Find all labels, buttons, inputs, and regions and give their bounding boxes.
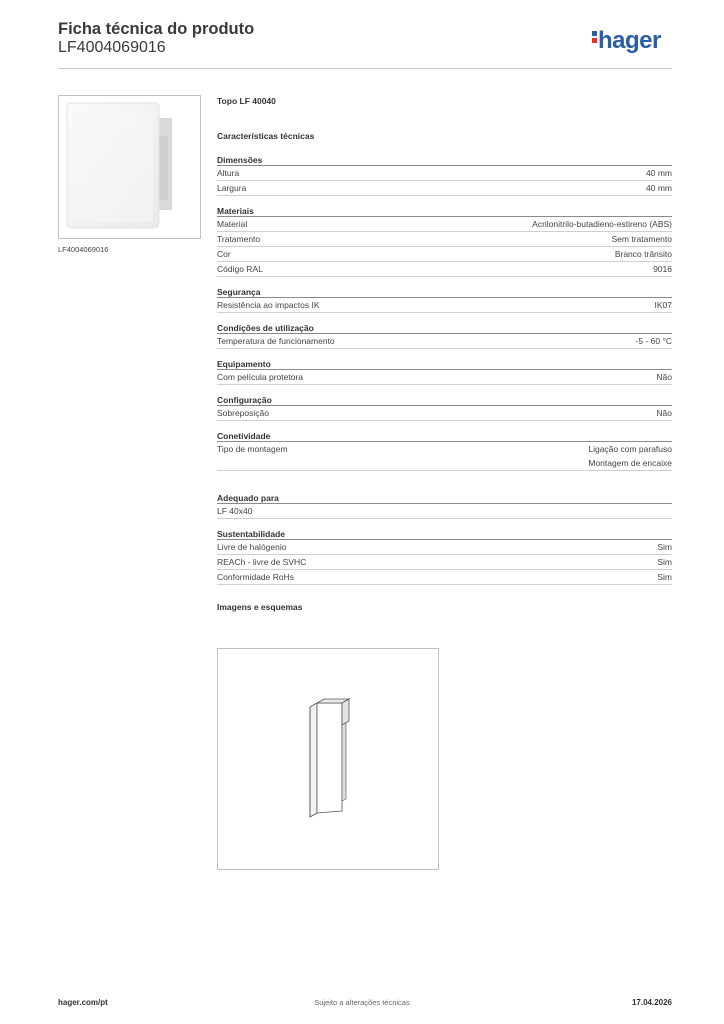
spec-value xyxy=(636,334,672,348)
product-thumbnail xyxy=(58,95,201,239)
spec-row xyxy=(217,370,672,385)
hager-logo[interactable] xyxy=(592,27,661,55)
spec-value-line: Sim xyxy=(657,572,672,582)
product-drawing xyxy=(217,648,439,870)
spec-label: REACh - livre de SVHC xyxy=(217,557,307,567)
spec-value xyxy=(657,555,672,569)
spec-row xyxy=(217,262,672,277)
spec-row xyxy=(217,570,672,585)
spec-section xyxy=(217,206,672,277)
spec-value-line: 40 mm xyxy=(646,183,672,193)
spec-value xyxy=(612,232,672,246)
spec-value-line: Ligação com parafuso xyxy=(588,444,672,454)
spec-label: Altura xyxy=(217,168,240,178)
product-reference: LF4004069016 xyxy=(58,39,166,56)
spec-section xyxy=(217,431,672,471)
technical-characteristics-heading: Características técnicas xyxy=(217,131,315,141)
spec-row xyxy=(217,166,672,181)
spec-label: Conformidade RoHs xyxy=(217,572,295,582)
spec-value-line: Sem tratamento xyxy=(611,234,672,244)
spec-value-line: Branco trânsito xyxy=(614,249,672,259)
spec-row xyxy=(217,181,672,196)
section-title: Materiais xyxy=(217,206,672,217)
spec-label: Largura xyxy=(217,183,247,193)
section-title: Equipamento xyxy=(217,359,672,370)
spec-row xyxy=(217,232,672,247)
spec-label: Cor xyxy=(217,249,231,259)
spec-row xyxy=(217,298,672,313)
spec-value-line: IK07 xyxy=(654,300,672,310)
section-title: Adequado para xyxy=(217,493,672,504)
spacer xyxy=(217,471,672,483)
spec-value-line: Não xyxy=(656,372,672,382)
section-title: Condições de utilização xyxy=(217,323,672,334)
spec-row xyxy=(217,442,672,471)
spec-value-line: 9016 xyxy=(653,264,672,274)
spec-label: Material xyxy=(217,219,248,229)
spec-value xyxy=(653,262,672,276)
spec-row xyxy=(217,406,672,421)
spec-value xyxy=(646,181,672,195)
logo-text: hager xyxy=(598,27,661,54)
images-heading: Imagens e esquemas xyxy=(217,602,303,612)
spec-value xyxy=(657,570,672,584)
spec-section xyxy=(217,395,672,421)
section-title: Conetividade xyxy=(217,431,672,442)
spec-label: Resistência ao impactos IK xyxy=(217,300,320,310)
spec-label: Tratamento xyxy=(217,234,261,244)
spec-label: Código RAL xyxy=(217,264,263,274)
spec-value xyxy=(532,217,672,231)
product-name: Topo LF 40040 xyxy=(217,96,276,106)
spec-value-line: -5 - 60 °C xyxy=(635,336,672,346)
section-title: Sustentabilidade xyxy=(217,529,672,540)
spec-row xyxy=(217,247,672,262)
spec-value xyxy=(656,370,672,384)
spec-column xyxy=(217,96,672,616)
spec-value-line: Acrilonitrilo-butadieno-estireno (ABS) xyxy=(532,219,672,229)
spec-section xyxy=(217,493,672,519)
spec-label: Livre de halógenio xyxy=(217,542,287,552)
section-title: Configuração xyxy=(217,395,672,406)
spec-row xyxy=(217,555,672,570)
spec-value-line: Sim xyxy=(657,542,672,552)
spec-label: LF 40x40 xyxy=(217,506,253,516)
spec-row xyxy=(217,540,672,555)
spec-section xyxy=(217,155,672,196)
spec-section xyxy=(217,529,672,585)
spec-value-line: Montagem de encaixe xyxy=(588,458,672,468)
product-photo-icon xyxy=(59,96,200,238)
spec-section xyxy=(217,287,672,313)
spec-sections-secondary xyxy=(217,493,672,585)
spec-section xyxy=(217,359,672,385)
footer-website[interactable]: hager.com/pt xyxy=(58,998,108,1007)
spec-value xyxy=(657,540,672,554)
footer-date: 17.04.2026 xyxy=(631,998,672,1007)
product-drawing-icon xyxy=(218,649,438,869)
spec-value-line: 40 mm xyxy=(646,168,672,178)
spec-value xyxy=(656,406,672,420)
spec-row xyxy=(217,504,672,519)
spec-label: Sobreposição xyxy=(217,408,269,418)
spec-sections xyxy=(217,155,672,471)
spec-value-line: Não xyxy=(656,408,672,418)
spec-label: Tipo de montagem xyxy=(217,444,288,454)
footer-disclaimer: Sujeito a alterações técnicas xyxy=(314,998,410,1007)
spec-value xyxy=(615,247,672,261)
spec-row xyxy=(217,334,672,349)
section-title: Dimensões xyxy=(217,155,672,166)
spec-row xyxy=(217,217,672,232)
logo-dots-icon xyxy=(592,29,598,45)
spec-section xyxy=(217,323,672,349)
spec-value-line: Sim xyxy=(657,557,672,567)
document-title: Ficha técnica do produto xyxy=(58,20,255,38)
spec-value xyxy=(655,298,673,312)
spec-value xyxy=(646,166,672,180)
spec-label: Temperatura de funcionamento xyxy=(217,336,335,346)
thumbnail-caption: LF4004069016 xyxy=(58,245,109,254)
section-title: Segurança xyxy=(217,287,672,298)
header-divider xyxy=(58,68,672,69)
spec-label: Com película protetora xyxy=(217,372,303,382)
spec-value xyxy=(588,442,672,470)
